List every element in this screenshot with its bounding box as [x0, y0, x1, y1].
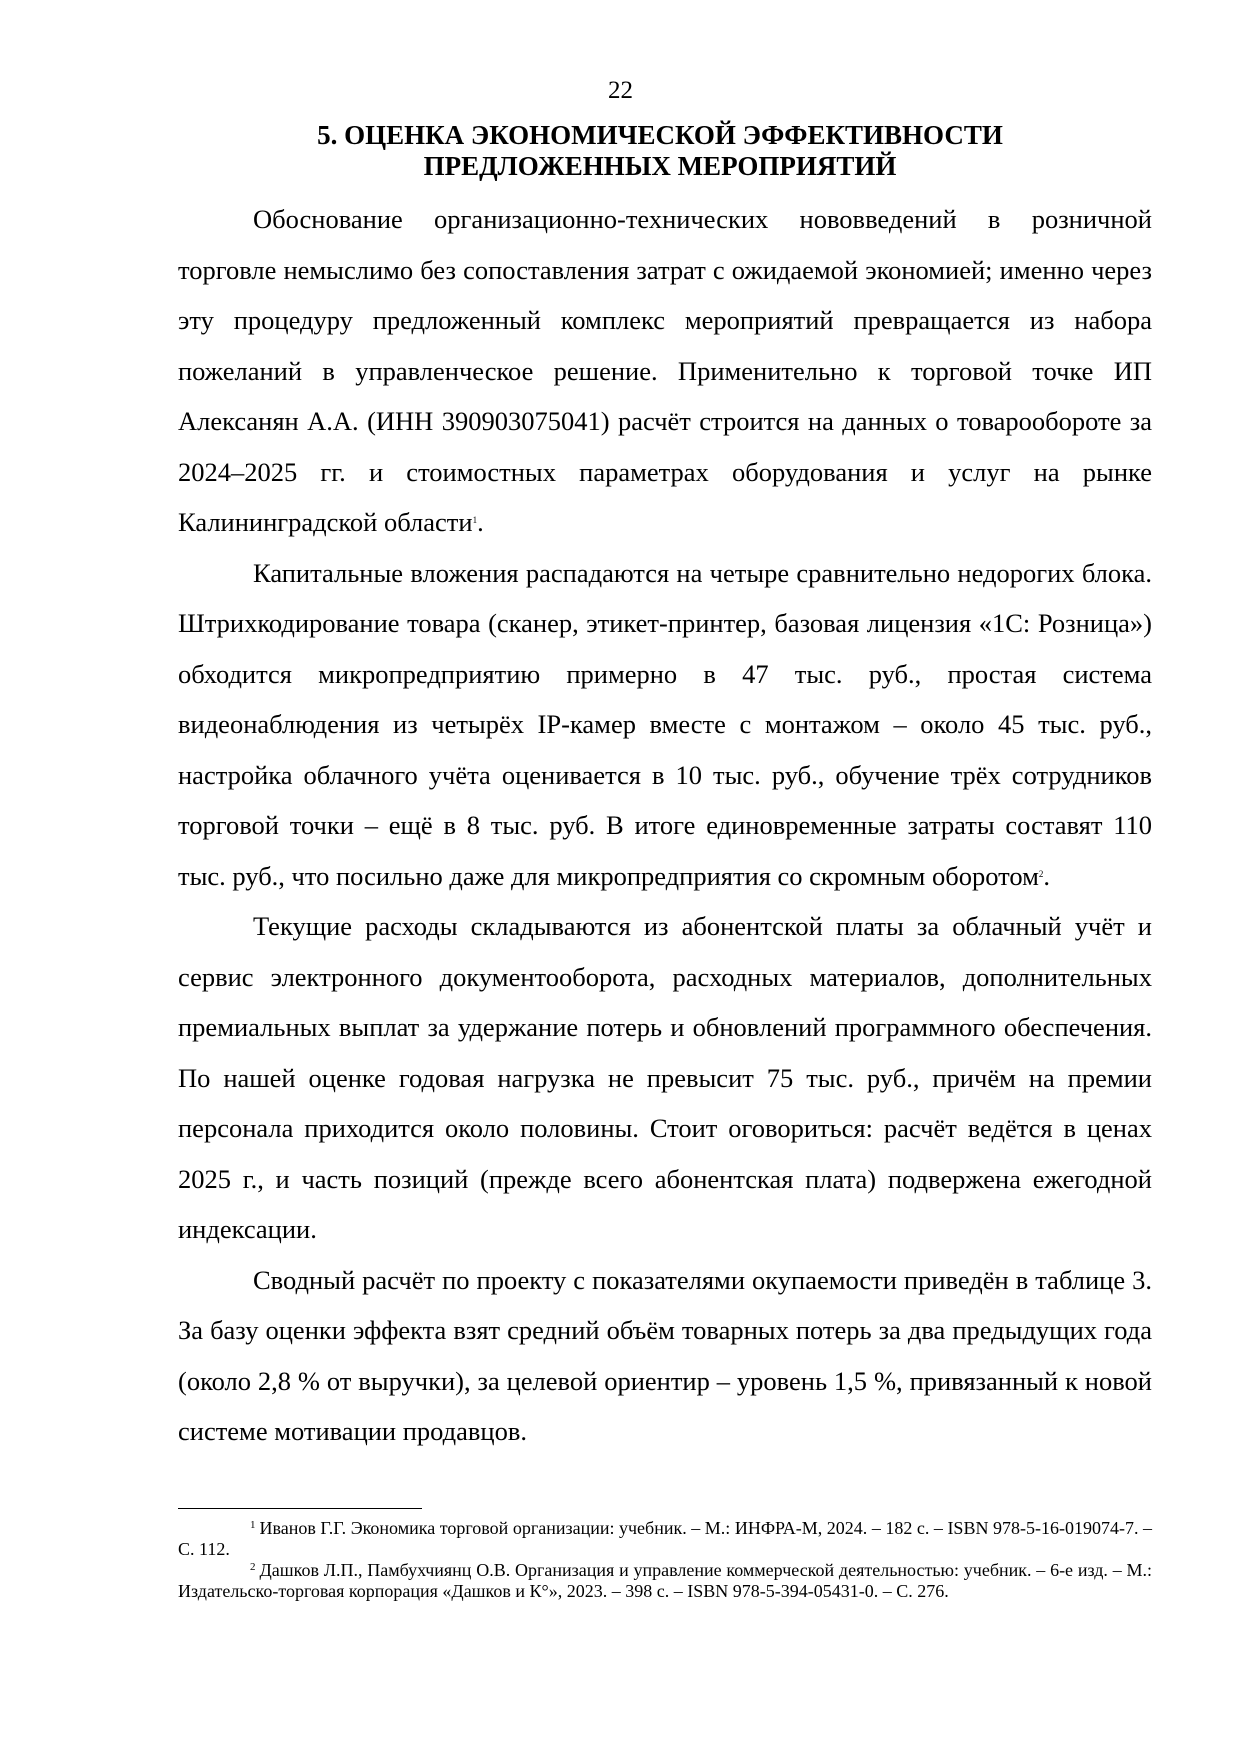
- section-heading-line-1: 5. ОЦЕНКА ЭКОНОМИЧЕСКОЙ ЭФФЕКТИВНОСТИ: [317, 120, 1003, 150]
- paragraph-3: [178, 901, 1152, 1255]
- section-heading-line-2: ПРЕДЛОЖЕННЫХ МЕРОПРИЯТИЙ: [423, 151, 897, 181]
- paragraph-tail: .: [1043, 860, 1050, 891]
- page-number: 22: [608, 77, 633, 104]
- footnote-ref-1[interactable]: 1: [472, 514, 478, 525]
- paragraph-text: Текущие расходы складываются из абонентской платы за облачный учёт и сервис электронного документооборота, расходных материалов, дополнительных премиальных выплат за удержание потерь и обновлений программного обеспечения. По нашей оценке годовая нагрузка не превысит 75 тыс. руб., причём на премии персонала приходится около половины. Стоит оговориться: расчёт ведётся в ценах 2025 г., и часть позиций (прежде всего абонентская плата) подвержена ежегодной индексации.: [178, 911, 1152, 1244]
- footnote-text: Дашков Л.П., Памбухчиянц О.В. Организация и управление коммерческой деятельностью: учебник. – 6-е изд. – М.: Издательско-торговая корпорация «Дашков и К°», 2023. – 398 с. – ISBN 978-5-394-05431-0. – С. 276.: [178, 1560, 1152, 1601]
- paragraph-text: Сводный расчёт по проекту с показателями окупаемости приведён в таблице 3. За базу оценки эффекта взят средний объём товарных потерь за два предыдущих года (около 2,8 % от выручки), за целевой ориентир – уровень 1,5 %, привязанный к новой системе мотивации продавцов.: [178, 1264, 1152, 1446]
- paragraph-text: Обоснование организационно-технических нововведений в розничной торговле немыслимо без сопоставления затрат с ожидаемой экономией; именно через эту процедуру предложенный комплекс мероприятий превращается из набора пожеланий в управленческое решение. Применительно к торговой точке ИП Алексанян А.А. (ИНН 390903075041) расчёт строится на данных о товарообороте за 2024–2025 гг. и стоимостных параметрах оборудования и услуг на рынке Калининградской области: [178, 204, 1152, 537]
- paragraph-4: [178, 1255, 1152, 1457]
- footnote-separator: [178, 1508, 422, 1509]
- section-heading: [160, 120, 1160, 182]
- footnotes: [178, 1518, 1152, 1602]
- body-text: [178, 194, 1152, 1457]
- footnote-number: 2: [250, 1560, 256, 1573]
- paragraph-tail: .: [477, 507, 484, 537]
- paragraph-1: [178, 194, 1152, 548]
- footnote-1: [178, 1518, 1152, 1560]
- footnote-text: Иванов Г.Г. Экономика торговой организации: учебник. – М.: ИНФРА-М, 2024. – 182 с. – ISBN 978-5-16-019074-7. – С. 112.: [178, 1518, 1152, 1559]
- footnote-ref-2[interactable]: 2: [1038, 868, 1044, 879]
- footnote-2: [178, 1560, 1152, 1602]
- paragraph-2: [178, 548, 1152, 902]
- footnote-number: 1: [250, 1518, 256, 1531]
- paragraph-text: Капитальные вложения распадаются на четыре сравнительно недорогих блока. Штрихкодирование товара (сканер, этикет-принтер, базовая лицензия «1С: Розница») обходится микропредприятию примерно в 47 тыс. руб., простая система видеонаблюдения из четырёх IP-камер вместе с монтажом – около 45 тыс. руб., настройка облачного учёта оценивается в 10 тыс. руб., обучение трёх сотрудников торговой точки – ещё в 8 тыс. руб. В итоге единовременные затраты составят 110 тыс. руб., что посильно даже для микропредприятия со скромным оборотом: [178, 557, 1152, 891]
